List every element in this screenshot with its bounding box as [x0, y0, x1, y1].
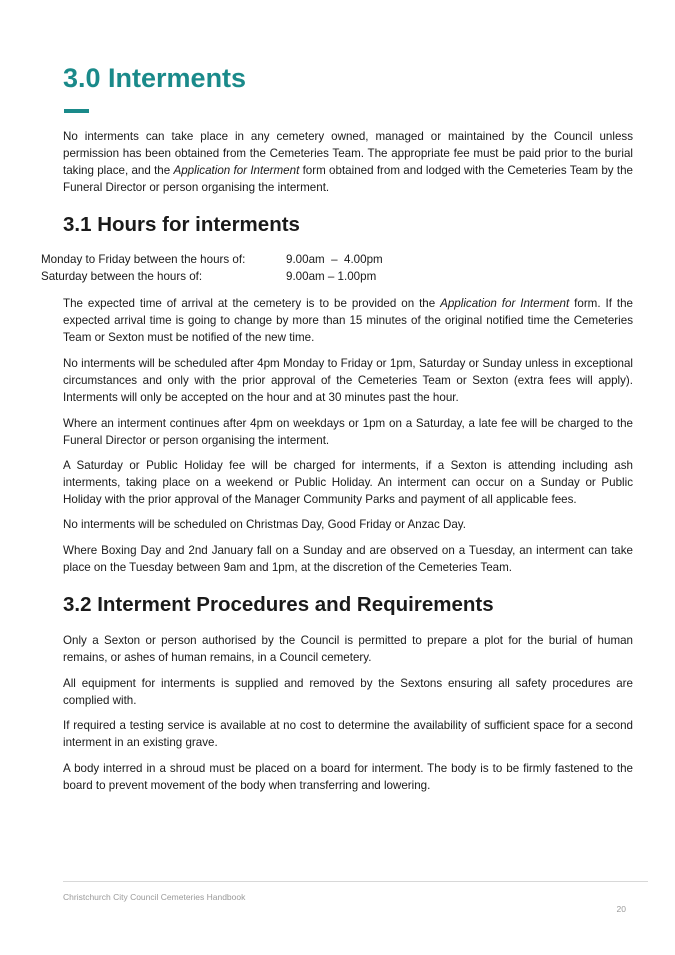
arrival-form-name: Application for Interment [440, 297, 570, 310]
procedures-paragraph-equipment: All equipment for interments is supplied and removed by the Sextons ensuring all safety procedures are complied with. [63, 677, 633, 707]
footer-title: Christchurch City Council Cemeteries Handbook [63, 892, 246, 902]
intro-text-end: form obtained from and lodged with the Cemeteries Team by the Funeral Director or person organising the interment. [63, 164, 633, 194]
hours-paragraph-arrival [63, 295, 633, 346]
arrival-text-start: The expected time of arrival at the cemetery is to be provided on the [63, 297, 441, 310]
hours-row-weekday [41, 251, 541, 268]
intro-paragraph [63, 128, 633, 196]
hours-paragraph-scheduling: No interments will be scheduled after 4pm Monday to Friday or 1pm, Saturday or Sunday unless in exceptional circumstances and only with the prior approval of the Cemeteries Team or Sexton (extra fees will apply). Interments will only be accepted on the hour and at 30 minutes past the hour. [63, 357, 633, 404]
procedures-paragraph-testing: If required a testing service is available at no cost to determine the availability of sufficient space for a second interment in an existing grave. [63, 719, 633, 749]
hours-row-saturday [41, 268, 541, 285]
main-heading: 3.0 Interments [63, 63, 247, 93]
procedures-paragraph-shroud: A body interred in a shroud must be placed on a board for interment. The body is to be firmly fastened to the board to prevent movement of the body when transferring and lowering. [63, 762, 633, 792]
page-number: 20 [616, 904, 626, 914]
section-procedures-heading: 3.2 Interment Procedures and Requirements [63, 593, 494, 616]
hours-paragraph-holiday-fee: A Saturday or Public Holiday fee will be charged for interments, if a Sexton is attending including ash interments, taking place on a weekend or Public Holiday. An interment can occur on a Sunday or Public Holiday with the prior approval of the Manager Community Parks and payment of all applicable fees. [63, 459, 633, 506]
footer-divider [63, 881, 648, 882]
arrival-text-end: form. If the expected arrival time is going to change by more than 15 minutes of the original notified time the Cemeteries Team or Sexton must be notified of the new time. [63, 297, 633, 344]
section-hours-heading: 3.1 Hours for interments [63, 213, 300, 236]
hours-value: 9.00am – 1.00pm [286, 270, 377, 283]
procedures-paragraph-sexton: Only a Sexton or person authorised by the Council is permitted to prepare a plot for the burial of human remains, or ashes of human remains, in a Council cemetery. [63, 634, 633, 664]
hours-paragraph-late-fee: Where an interment continues after 4pm on weekdays or 1pm on a Saturday, a late fee will be charged to the Funeral Director or person organising the interment. [63, 417, 633, 447]
heading-accent-rule [64, 109, 89, 113]
hours-table [41, 251, 541, 285]
intro-text-start: No interments can take place in any cemetery owned, managed or maintained by the Council unless permission has been obtained from the Cemeteries Team. The appropriate fee must be paid prior to the burial taking place, and the [63, 130, 633, 177]
hours-label: Monday to Friday between the hours of: [41, 253, 246, 266]
hours-value: 9.00am – 4.00pm [286, 253, 383, 266]
hours-label: Saturday between the hours of: [41, 270, 203, 283]
intro-form-name: Application for Interment [173, 164, 300, 177]
hours-paragraph-closed-days: No interments will be scheduled on Christmas Day, Good Friday or Anzac Day. [63, 518, 466, 531]
hours-paragraph-boxing-day: Where Boxing Day and 2nd January fall on a Sunday and are observed on a Tuesday, an interment can take place on the Tuesday between 9am and 1pm, at the discretion of the Cemeteries Team. [63, 544, 633, 574]
